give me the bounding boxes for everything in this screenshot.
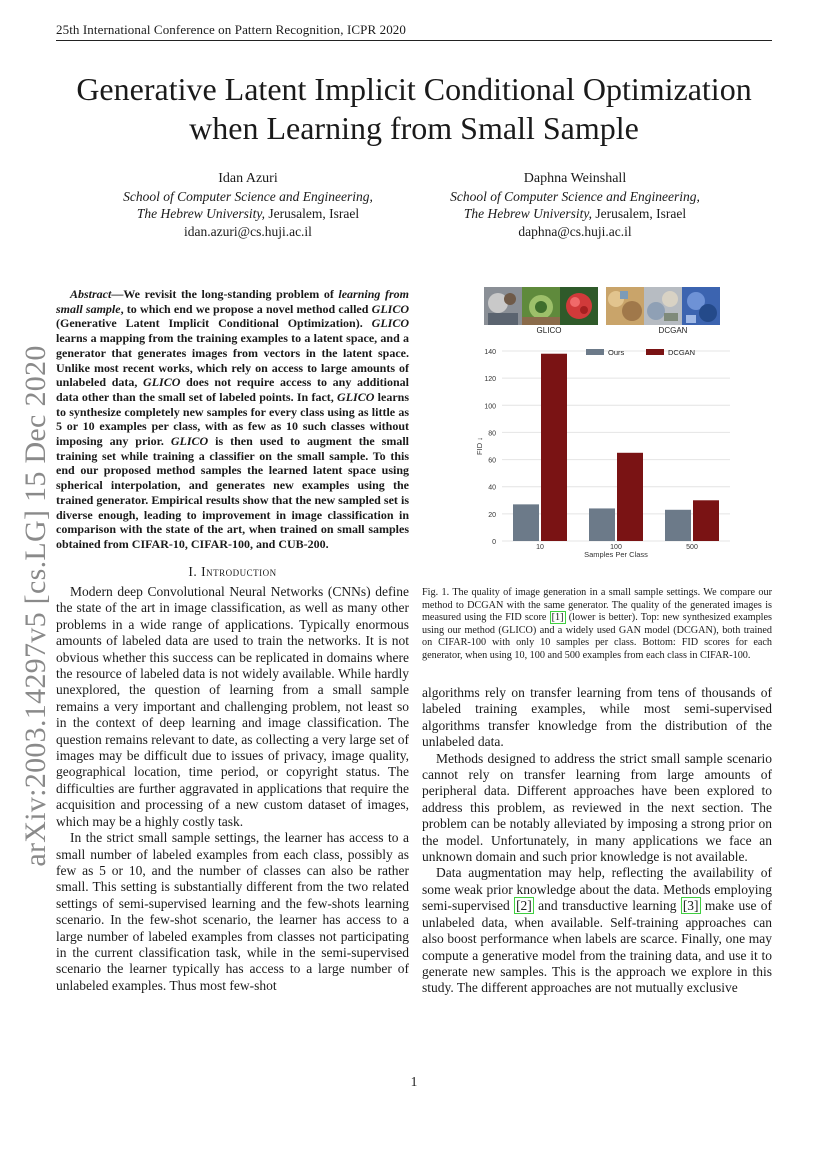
figure-caption: Fig. 1. The quality of image generation in a small sample settings. We compare our method to DCGAN with the same generator. The quality of the generated images is measured using the FID score [1] (lower is better). Top: new synthesized examples using our method (GLICO) and a widely used GAN model (DCGAN), both trained on CIFAR-100 with only 10 samples per class. Bottom: FID scores for each generator, when using 10, 100 and 500 examples from each class in CIFAR-100.: [422, 587, 772, 661]
citation-link[interactable]: [2]: [516, 898, 532, 914]
paragraph: Data augmentation may help, reflecting the availability of some weak prior knowledge about the data. Methods employing semi-supervised [2] and transductive learning [3] make use of unlabeled data, when available. Self-training approaches can also boost performance when labels are scarce. Finally, one may compute a generative model from the training data, and use it to generate new samples. This is the approach we explore in this study. The different approaches are not mutually exclusive: [422, 865, 773, 996]
y-tick-label: 0: [492, 539, 496, 546]
author-block-2: [415, 170, 735, 240]
y-tick-label: 120: [484, 376, 496, 384]
x-axis-label: Samples Per Class: [584, 550, 648, 559]
y-tick-label: 140: [484, 349, 496, 356]
bar-ours-100: [589, 508, 615, 541]
author-email[interactable]: daphna@cs.huji.ac.il: [518, 223, 632, 239]
citation-link[interactable]: [1]: [551, 612, 564, 624]
conference-header: 25th International Conference on Pattern Recognition, ICPR 2020: [56, 22, 407, 37]
author-location: Jerusalem, Israel: [592, 206, 687, 221]
glico-sample-image-3: [560, 287, 598, 325]
citation-link[interactable]: [3]: [682, 898, 699, 914]
x-tick-label: 500: [686, 544, 698, 551]
y-tick-label: 100: [484, 403, 496, 411]
bar-ours-500: [665, 510, 691, 541]
author-location: Jerusalem, Israel: [265, 206, 360, 221]
y-tick-label: 80: [488, 430, 496, 438]
dcgan-image-label: DCGAN: [658, 326, 688, 335]
author-affiliation: School of Computer Science and Engineering,: [123, 188, 373, 204]
bar-dcgan-100: [617, 453, 643, 541]
title-line-2: when Learning from Small Sample: [189, 110, 639, 146]
fid-bar-chart: [470, 322, 732, 562]
page-number: 1: [410, 1074, 418, 1089]
dcgan-sample-image-2: [644, 287, 682, 325]
y-tick-label: 60: [488, 457, 496, 465]
legend-swatch-dcgan: [646, 349, 664, 355]
glico-sample-image-1: [484, 287, 522, 325]
arxiv-identifier: arXiv:2003.14297v5 [cs.LG] 15 Dec 2020: [19, 345, 52, 867]
intro-left-column: [56, 584, 409, 994]
author-university: The Hebrew University,: [136, 206, 265, 221]
x-tick-label: 100: [610, 544, 622, 551]
x-tick-label: 10: [536, 544, 544, 551]
bar-dcgan-500: [693, 500, 719, 541]
author-name: Daphna Weinshall: [523, 171, 627, 186]
glico-image-label: GLICO: [536, 326, 562, 335]
author-affiliation: School of Computer Science and Engineering,: [450, 188, 700, 204]
paragraph: Modern deep Convolutional Neural Networks (CNNs) define the state of the art in image classification, as well as many other problems in a wide range of applications. Typically enormous amounts of labeled data are used to train the networks. It is not obvious whether this success can be replicated in domains where the resource of labeled data is not widely available. While hardly unexplored, the question of learning from a small sample remains a very important and challenging problem, not least so in the context of deep learning and image classification. The question remains relevant to date, as collecting a very large set of images may be difficult due to issues of privacy, image quality, geographical location, time period, or copyright status. The difficulties are further aggravated in applications that require the acquisition and processing of a new custom dataset of images, which may be a highly costly task.: [56, 584, 409, 829]
author-email[interactable]: idan.azuri@cs.huji.ac.il: [184, 223, 312, 239]
abstract: Abstract—We revisit the long-standing problem of learning from small sample, to which end we propose a novel method called GLICO (Generative Latent Implicit Conditional Optimization). GLICO learns a mapping from the training examples to a latent space, and a generator that generates images from vectors in the latent space. Unlike most recent works, which rely on access to large amounts of unlabeled data, GLICO does not require access to any additional data other than the small set of labeled points. In fact, GLICO learns to synthesize completely new samples for every class using as little as 5 or 10 examples per class, with as few as 10 such classes without imposing any prior. GLICO is then used to augment the small training set while training a classifier on the small sample. To this end our proposed method samples the learned latent space using spherical interpolation, and generates new examples using the trained generator. Empirical results show that the new sampled set is diverse enough, leading to improvement in image classification in comparison with the state of the art, when trained on small samples obtained from CIFAR-10, CIFAR-100, and CUB-200.: [56, 287, 410, 551]
dcgan-sample-image-1: [606, 287, 644, 325]
header-rule: [56, 40, 772, 41]
title-line-1: Generative Latent Implicit Conditional Optimization: [76, 71, 752, 107]
bar-dcgan-10: [541, 354, 567, 541]
legend-swatch-ours: [586, 349, 604, 355]
intro-right-column: [422, 685, 772, 997]
legend-label-dcgan: DCGAN: [668, 348, 696, 357]
paper-title: [40, 70, 788, 148]
author-block-1: [88, 170, 408, 240]
paragraph: In the strict small sample settings, the learner has access to a small number of labeled examples from each class, possibly as few as 5 or 10, and the number of classes can also be rather small. This setting is substantially different from the two related settings of semi-supervised learning and the few-shots learning scenario. In the few-shot scenario, the learner has access to a large number of labeled examples from classes not participating in the current classification task, while in the semi-supervised scenario the learner typically has access to a large number of unlabeled examples. Thus most few-shot: [56, 830, 409, 993]
y-tick-label: 20: [488, 511, 496, 519]
glico-sample-image-2: [522, 287, 560, 325]
bar-ours-10: [513, 504, 539, 541]
y-axis-label: FID ↓: [475, 437, 484, 455]
paragraph: algorithms rely on transfer learning from tens of thousands of labeled training examples, while most semi-supervised algorithms transfer knowledge from the distribution of the unlabeled data.: [422, 685, 772, 750]
legend-label-ours: Ours: [608, 348, 625, 357]
author-name: Idan Azuri: [218, 171, 278, 186]
dcgan-sample-image-3: [682, 287, 720, 325]
y-tick-label: 40: [488, 484, 496, 492]
abstract-label: Abstract: [70, 287, 112, 301]
paragraph: Methods designed to address the strict small sample scenario cannot rely on transfer learning from large amounts of peripheral data. Different approaches have been explored to address this problem, as reviewed in the next section. The problem can be notably alleviated by imposing a strong prior on the model. Unfortunately, in many applications we face an unknown domain and such prior knowledge is not available.: [422, 750, 772, 865]
author-university: The Hebrew University,: [463, 206, 592, 221]
section-heading: I. Introduction: [188, 564, 277, 579]
